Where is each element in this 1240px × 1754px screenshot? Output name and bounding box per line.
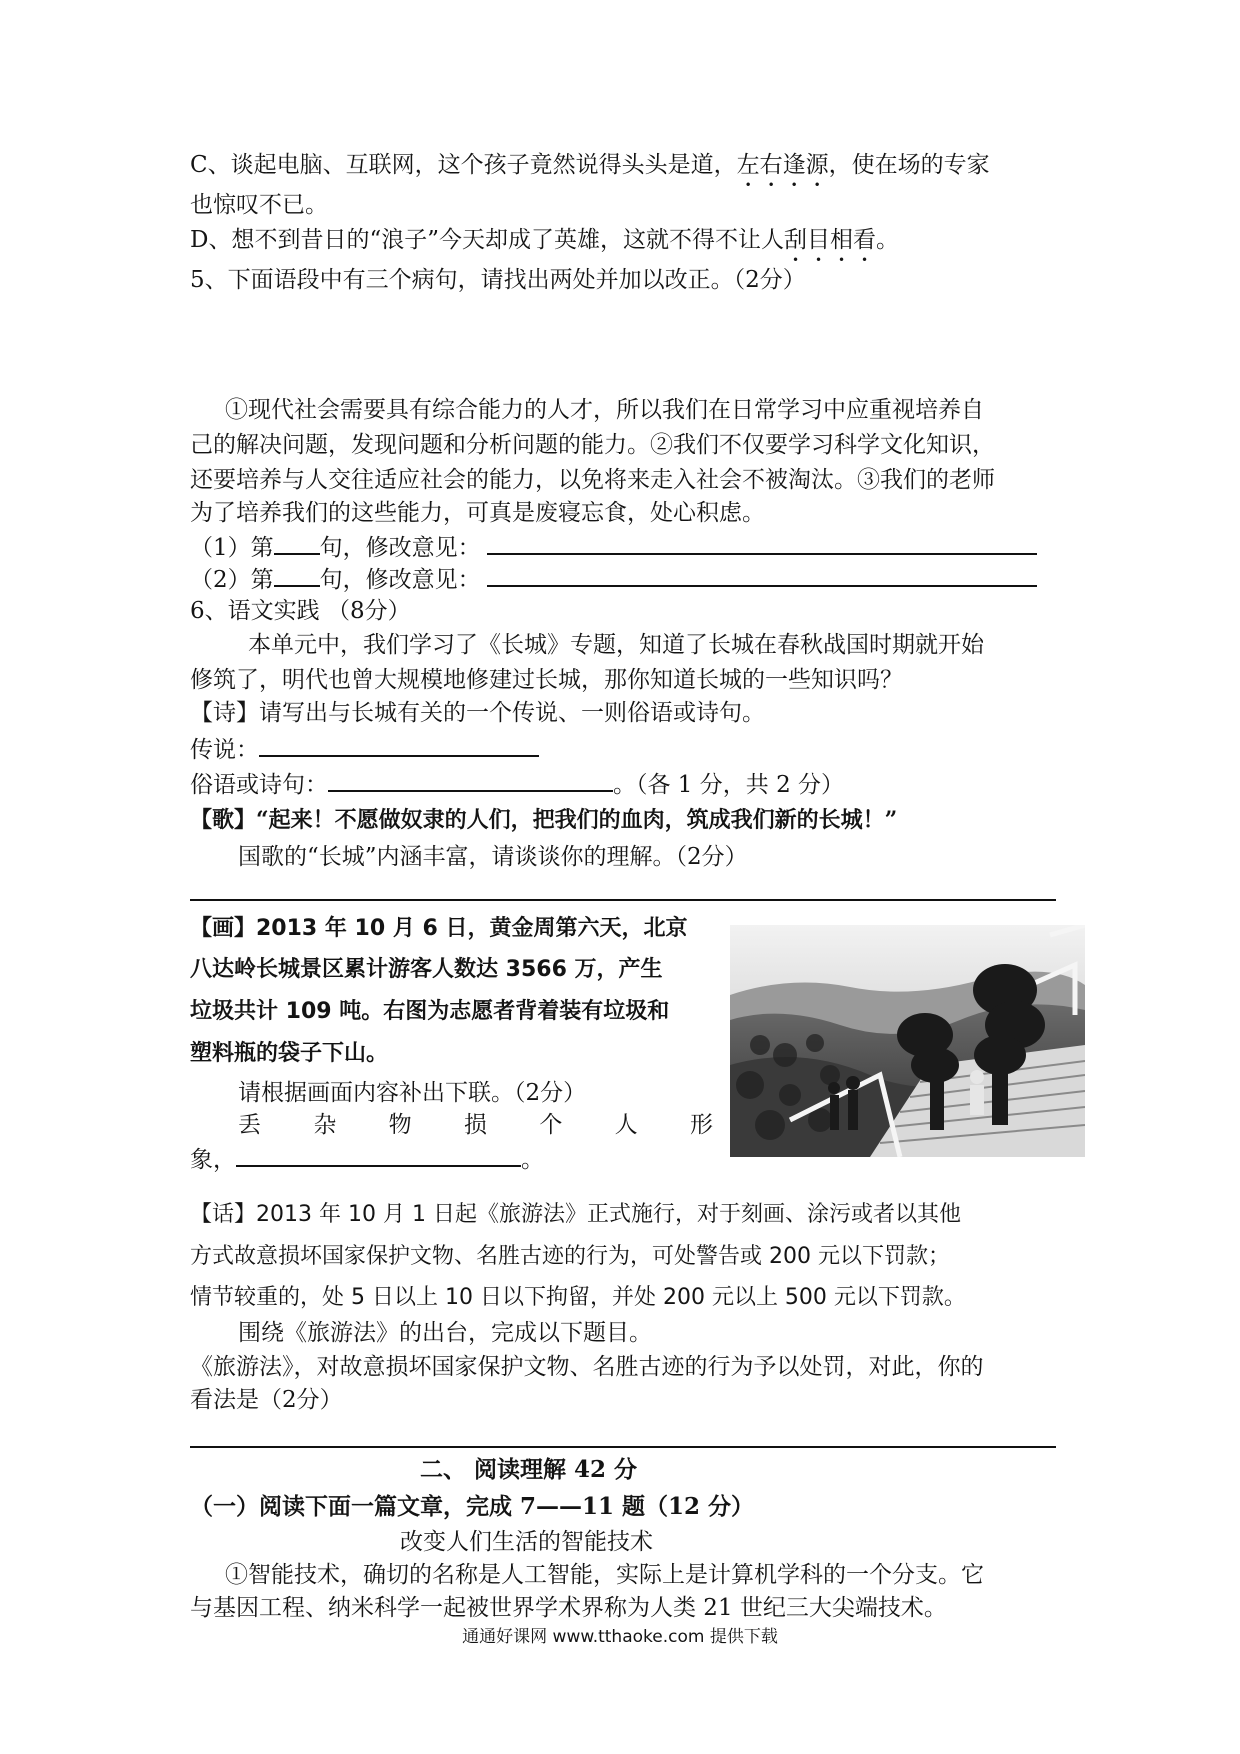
great-wall-volunteers-photo xyxy=(730,925,1085,1157)
couplet-lower-row: 象， 。 xyxy=(190,1143,544,1175)
idiom-d: 刮目相看 xyxy=(783,227,876,253)
option-d: D、想不到昔日的“浪子”今天却成了英雄，这就不得不让人刮目相看。 xyxy=(190,227,899,253)
revision-blank-2[interactable] xyxy=(487,563,1037,587)
proverb-blank[interactable] xyxy=(328,768,613,792)
legend-row: 传说： xyxy=(190,733,539,765)
law-question-2: 《旅游法》，对故意损坏国家保护文物、名胜古迹的行为予以处罚，对此，你的 xyxy=(190,1354,984,1380)
q5-para-2: 己的解决问题，发现问题和分析问题的能力。②我们不仅要学习科学文化知识， xyxy=(190,432,995,458)
law-text-2: 方式故意损坏国家保护文物、名胜古迹的行为，可处警告或 200 元以下罚款； xyxy=(190,1244,950,1269)
idiom-c: 左右逢源 xyxy=(736,152,829,178)
picture-text-3: 垃圾共计 109 吨。右图为志愿者背着装有垃圾和 xyxy=(190,999,670,1024)
q5-para-4: 为了培养我们的这些能力，可真是废寝忘食，处心积虑。 xyxy=(190,500,765,526)
page-footer: 通通好课网 www.tthaoke.com 提供下载 xyxy=(462,1627,778,1647)
article-para-1: ①智能技术，确切的名称是人工智能，实际上是计算机学科的一个分支。它 xyxy=(225,1562,984,1588)
song-answer-line[interactable] xyxy=(190,899,1056,901)
q5-para-1: ①现代社会需要具有综合能力的人才，所以我们在日常学习中应重视培养自 xyxy=(225,397,984,423)
couplet-blank[interactable] xyxy=(236,1143,521,1167)
legend-blank[interactable] xyxy=(259,733,539,757)
option-c-line2: 也惊叹不已。 xyxy=(190,192,328,218)
sentence-number-blank-2[interactable] xyxy=(274,563,320,587)
proverb-row: 俗语或诗句： 。（各 1 分，共 2 分） xyxy=(190,768,844,800)
picture-text-4: 塑料瓶的袋子下山。 xyxy=(190,1041,389,1066)
law-text-3: 情节较重的，处 5 日以上 10 日以下拘留，并处 200 元以上 500 元以下罚款。 xyxy=(190,1285,966,1310)
q5-answer-1: （1）第 句，修改意见： xyxy=(190,531,1037,563)
photo-illustration xyxy=(730,925,1085,1157)
q6-intro-2: 修筑了，明代也曾大规模地修建过长城，那你知道长城的一些知识吗？ xyxy=(190,667,903,693)
q5-answer-2: （2）第 句，修改意见： xyxy=(190,563,1037,595)
q5-title: 5、下面语段中有三个病句，请找出两处并加以改正。（2分） xyxy=(190,267,806,293)
couplet-prompt: 请根据画面内容补出下联。（2分） xyxy=(238,1080,587,1106)
sentence-number-blank-1[interactable] xyxy=(274,531,320,555)
section-heading: 二、 阅读理解 42 分 xyxy=(420,1456,638,1483)
reading-subheading: （一）阅读下面一篇文章，完成 7——11 题（12 分） xyxy=(190,1493,755,1520)
song-question: 国歌的“长城”内涵丰富，请谈谈你的理解。（2分） xyxy=(238,844,748,870)
revision-blank-1[interactable] xyxy=(487,531,1037,555)
law-question-3: 看法是（2分） xyxy=(190,1387,343,1413)
poem-prompt: 【诗】请写出与长城有关的一个传说、一则俗语或诗句。 xyxy=(190,700,765,726)
couplet-upper: 丢 杂 物 损 个 人 形 xyxy=(238,1112,713,1138)
q6-intro-1: 本单元中，我们学习了《长城》专题，知道了长城在春秋战国时期就开始 xyxy=(248,632,984,658)
q5-para-3: 还要培养与人交往适应社会的能力，以免将来走入社会不被淘汰。③我们的老师 xyxy=(190,467,995,493)
picture-text-1: 【画】2013 年 10 月 6 日，黄金周第六天，北京 xyxy=(190,916,688,941)
law-question: 围绕《旅游法》的出台，完成以下题目。 xyxy=(238,1320,652,1346)
law-answer-line[interactable] xyxy=(190,1446,1056,1448)
q6-title: 6、语文实践 （8分） xyxy=(190,598,411,624)
song-line: 【歌】“起来！不愿做奴隶的人们，把我们的血肉，筑成我们新的长城！” xyxy=(190,807,898,833)
option-c: C、谈起电脑、互联网，这个孩子竟然说得头头是道，左右逢源，使在场的专家 xyxy=(190,152,990,178)
law-text-1: 【话】2013 年 10 月 1 日起《旅游法》正式施行，对于刻画、涂污或者以其他 xyxy=(190,1202,961,1227)
picture-text-2: 八达岭长城景区累计游客人数达 3566 万，产生 xyxy=(190,957,663,982)
article-title: 改变人们生活的智能技术 xyxy=(400,1529,653,1555)
article-para-2: 与基因工程、纳米科学一起被世界学术界称为人类 21 世纪三大尖端技术。 xyxy=(190,1595,947,1621)
